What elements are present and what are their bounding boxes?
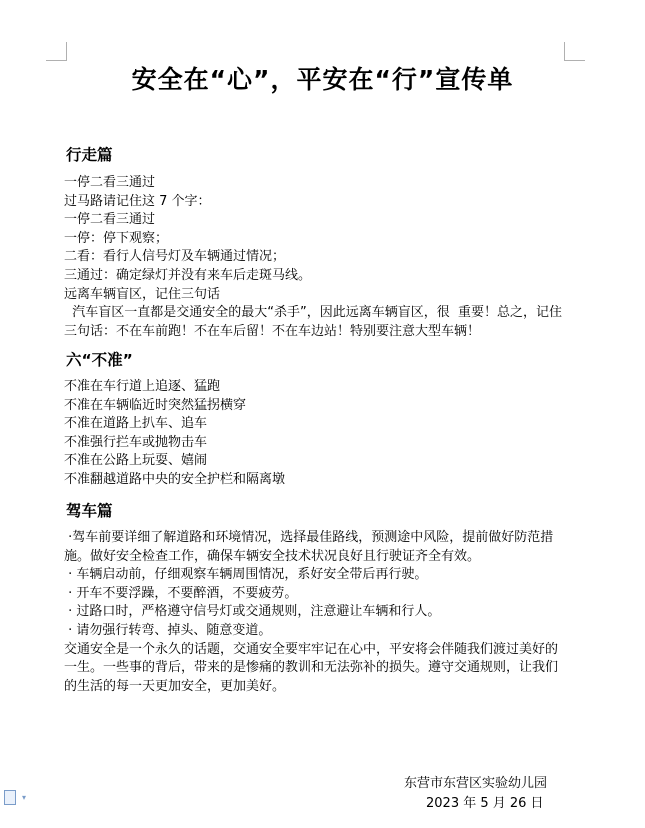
prohibition-item: 不准在道路上扒车、追车 [64, 416, 208, 432]
driving-item: · 请勿强行转弯、掉头、随意变道。 [64, 622, 272, 638]
driving-content [64, 529, 564, 696]
closing-paragraph: 交通安全是一个永久的话题，交通安全要牢牢记在心中，平安将会伴随我们渡过美好的一生。一些事的背后，带来的是惨痛的教训和无法弥补的损失。遵守交通规则，让我们的生活的每一天更加安全，更加美好。 [64, 641, 559, 694]
six-prohibitions-list [64, 378, 564, 490]
prohibition-item: 不准在公路上玩耍、嬉闹 [64, 453, 208, 469]
document-icon[interactable] [4, 790, 16, 805]
walking-line: 三通过：确定绿灯并没有来车后走斑马线。 [64, 267, 312, 283]
walking-line: 一停二看三通过 [64, 175, 156, 190]
driving-item: ·驾车前要详细了解道路和环境情况，选择最佳路线，预测途中风险，提前做好防范措施。做好安全检查工作，确保车辆安全技术状况良好且行驶证齐全有效。 [64, 530, 554, 564]
prohibition-item: 不准在车辆临近时突然猛拐横穿 [64, 397, 247, 413]
prohibition-item: 不准在车行道上追逐、猛跑 [64, 379, 221, 394]
walking-line: 远离车辆盲区，记住三句话 [64, 286, 221, 302]
section-heading-walking: 行走篇 [66, 146, 113, 164]
walking-content [64, 174, 564, 341]
prohibition-item: 不准翻越道路中央的安全护栏和隔离墩 [64, 471, 286, 487]
section-heading-driving: 驾车篇 [66, 502, 113, 520]
driving-item: · 开车不要浮躁，不要醉酒，不要疲劳。 [64, 585, 298, 601]
blind-spot-paragraph: 汽车盲区一直都是交通安全的最大“杀手”，因此远离车辆盲区，很 重要！总之，记住三句话：不在车前跑！不在车后留！不在车边站！特别要注意大型车辆！ [64, 305, 563, 339]
dropdown-arrow-icon[interactable]: ▾ [22, 793, 27, 802]
walking-line: 一停二看三通过 [64, 212, 156, 228]
walking-line: 二看：看行人信号灯及车辆通过情况； [64, 249, 286, 265]
walking-line: 一停：停下观察； [64, 230, 169, 246]
footer-organization: 东营市东营区实验幼儿园 [404, 776, 548, 791]
section-heading-six-prohibitions: 六“不准” [66, 351, 133, 369]
driving-item: · 车辆启动前，仔细观察车辆周围情况，系好安全带后再行驶。 [64, 567, 428, 583]
crop-mark-top-right [564, 42, 585, 61]
crop-mark-top-left [46, 42, 67, 61]
walking-line: 过马路请记住这 7 个字： [64, 193, 211, 209]
prohibition-item: 不准强行拦车或抛物击车 [64, 434, 208, 450]
footer-date: 2023 年 5 月 26 日 [426, 796, 544, 811]
page-title: 安全在“心”，平安在“行”宣传单 [131, 65, 514, 94]
driving-item: · 过路口时，严格遵守信号灯或交通规则，注意避让车辆和行人。 [64, 604, 441, 620]
